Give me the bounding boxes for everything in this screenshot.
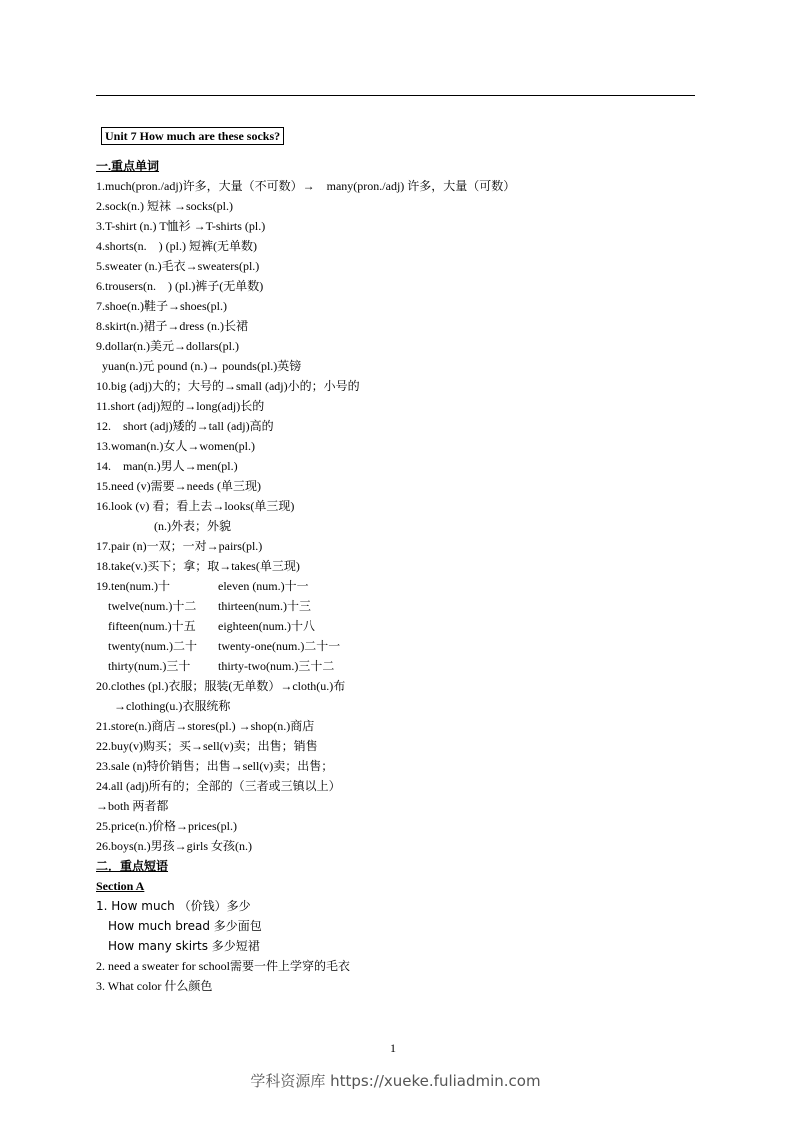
vocab-line: 2.sock(n.) 短袜 →socks(pl.) xyxy=(96,199,233,213)
number-left: twelve(num.)十二 xyxy=(108,599,197,613)
vocab-line: 25.price(n.)价格→prices(pl.) xyxy=(96,819,237,833)
vocab-line: 14. man(n.)男人→men(pl.) xyxy=(96,459,238,473)
number-row xyxy=(96,636,716,656)
vocab-line: 20.clothes (pl.)衣服；服装(无单数）→cloth(u.)布 xyxy=(96,679,346,693)
number-row xyxy=(96,596,716,616)
vocab-line: →clothing(u.)衣服统称 xyxy=(114,699,231,713)
vocab-line: 17.pair (n)一双；一对→pairs(pl.) xyxy=(96,539,263,553)
vocab-line: 6.trousers(n. ) (pl.)裤子(无单数) xyxy=(96,279,264,293)
vocab-line: 23.sale (n)特价销售；出售→sell(v)卖；出售； xyxy=(96,759,334,773)
vocab-line: 15.need (v)需要→needs (单三现) xyxy=(96,479,261,493)
number-row xyxy=(96,576,716,596)
unit-title: Unit 7 How much are these socks? xyxy=(101,127,284,145)
number-left: 19.ten(num.)十 xyxy=(96,579,170,593)
phrase-line: How many skirts 多少短裙 xyxy=(108,939,260,953)
header-rule xyxy=(96,95,695,96)
number-right: twenty-one(num.)二十一 xyxy=(218,639,341,653)
vocab-line: 16.look (v) 看；看上去→looks(单三现) xyxy=(96,499,295,513)
vocab-line: 12. short (adj)矮的→tall (adj)高的 xyxy=(96,419,274,433)
vocab-line: 18.take(v.)买下；拿；取→takes(单三现) xyxy=(96,559,300,573)
vocab-line: 11.short (adj)短的→long(adj)长的 xyxy=(96,399,265,413)
number-row xyxy=(96,616,716,636)
vocab-line: 13.woman(n.)女人→women(pl.) xyxy=(96,439,255,453)
number-row xyxy=(96,656,716,676)
number-right: thirty-two(num.)三十二 xyxy=(218,659,335,673)
vocab-line: 1.much(pron./adj)许多，大量（不可数）→ many(pron./adj) 许多，大量（可数） xyxy=(96,179,516,193)
section-heading-vocab: 一.重点单词 xyxy=(96,159,160,173)
vocab-line: 3.T-shirt (n.) T恤衫 →T-shirts (pl.) xyxy=(96,219,266,233)
vocab-line: 10.big (adj)大的；大号的→small (adj)小的；小号的 xyxy=(96,379,360,393)
number-left: fifteen(num.)十五 xyxy=(108,619,196,633)
phrase-line: 2. need a sweater for school需要一件上学穿的毛衣 xyxy=(96,959,350,973)
number-right: thirteen(num.)十三 xyxy=(218,599,311,613)
section-a-heading: Section A xyxy=(96,879,145,893)
phrase-line: How much bread 多少面包 xyxy=(108,919,262,933)
number-right: eighteen(num.)十八 xyxy=(218,619,315,633)
vocab-line: 7.shoe(n.)鞋子→shoes(pl.) xyxy=(96,299,227,313)
content xyxy=(96,156,716,996)
phrase-line: 1. How much （价钱）多少 xyxy=(96,899,251,913)
number-left: twenty(num.)二十 xyxy=(108,639,197,653)
vocab-line: 21.store(n.)商店→stores(pl.) →shop(n.)商店 xyxy=(96,719,315,733)
vocab-line: 22.buy(v)购买；买→sell(v)卖；出售；销售 xyxy=(96,739,318,753)
vocab-line: →both 两者都 xyxy=(96,799,169,813)
vocab-line: 5.sweater (n.)毛衣→sweaters(pl.) xyxy=(96,259,260,273)
vocab-line: 26.boys(n.)男孩→girls 女孩(n.) xyxy=(96,839,252,853)
watermark: 学科资源库 https://xueke.fuliadmin.com xyxy=(250,1072,541,1090)
vocab-line: 4.shorts(n. ) (pl.) 短裤(无单数) xyxy=(96,239,257,253)
vocab-line: 9.dollar(n.)美元→dollars(pl.) xyxy=(96,339,239,353)
section-heading-phrases: 二．重点短语 xyxy=(96,859,169,873)
number-left: thirty(num.)三十 xyxy=(108,659,191,673)
vocab-line: yuan(n.)元 pound (n.)→ pounds(pl.)英镑 xyxy=(102,359,302,373)
page-number: 1 xyxy=(390,1041,396,1055)
phrase-line: 3. What color 什么颜色 xyxy=(96,979,213,993)
number-right: eleven (num.)十一 xyxy=(218,579,309,593)
vocab-line: 8.skirt(n.)裙子→dress (n.)长裙 xyxy=(96,319,248,333)
vocab-line: 24.all (adj)所有的；全部的（三者或三镇以上） xyxy=(96,779,341,793)
vocab-line: (n.)外表；外貌 xyxy=(154,519,231,533)
